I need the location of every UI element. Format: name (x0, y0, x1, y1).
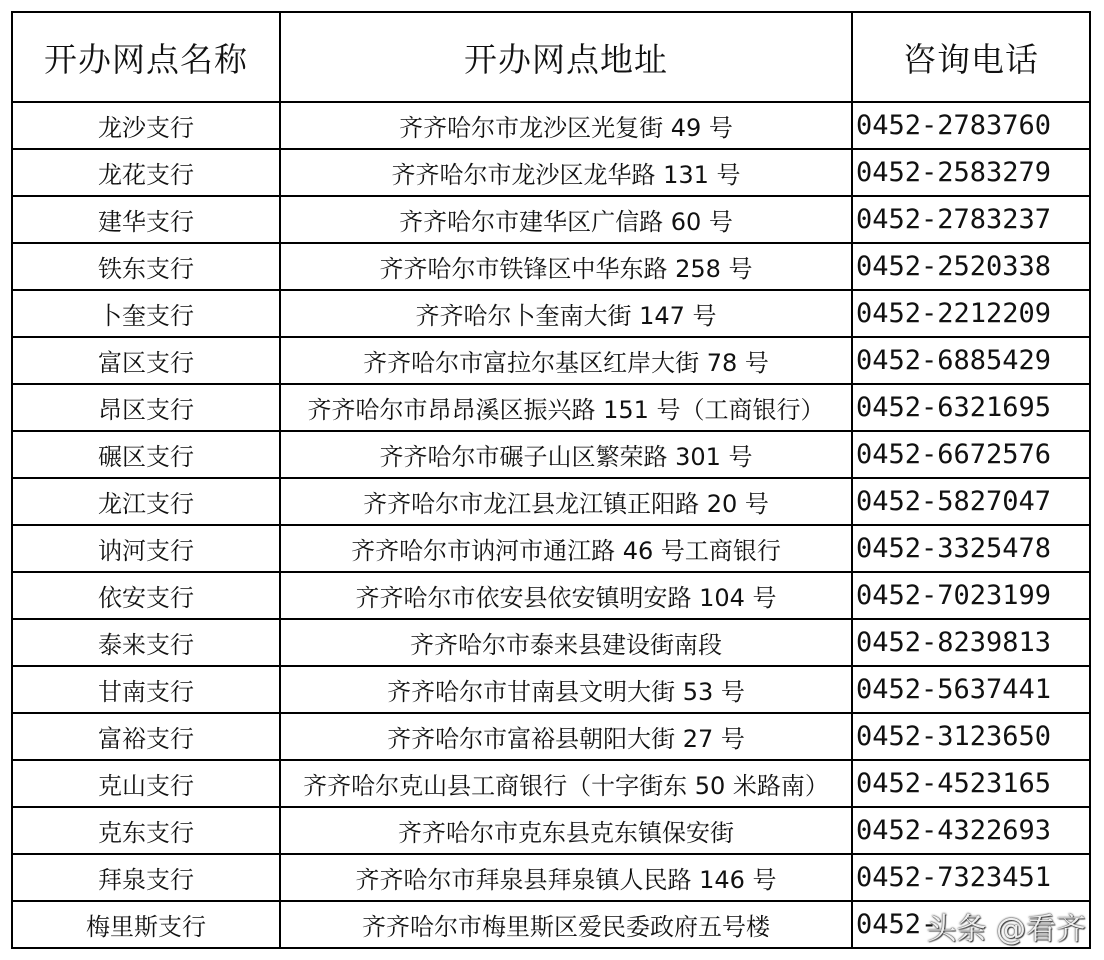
branch-name-cell: 铁东支行 (12, 243, 280, 290)
table-row (12, 666, 1090, 713)
branch-phone-cell: 0452-7023199 (852, 572, 1090, 619)
branch-name-cell: 富裕支行 (12, 713, 280, 760)
table-header-row (12, 12, 1090, 102)
branch-address-cell: 齐齐哈尔市梅里斯区爱民委政府五号楼 (280, 901, 852, 948)
watermark: 头条 @看齐 (926, 912, 1086, 947)
branch-phone-cell: 0452-2520338 (852, 243, 1090, 290)
branch-address-cell: 齐齐哈尔市昂昂溪区振兴路 151 号（工商银行） (280, 384, 852, 431)
branch-name-cell: 克山支行 (12, 760, 280, 807)
branch-name-cell: 梅里斯支行 (12, 901, 280, 948)
branch-phone-cell: 0452-4523165 (852, 760, 1090, 807)
table-row (12, 149, 1090, 196)
branch-name-cell: 甘南支行 (12, 666, 280, 713)
table-row (12, 196, 1090, 243)
branch-address-cell: 齐齐哈尔市铁锋区中华东路 258 号 (280, 243, 852, 290)
branch-phone-cell: 0452- (852, 901, 1090, 948)
table-row (12, 102, 1090, 149)
branch-address-cell: 齐齐哈尔市富拉尔基区红岸大街 78 号 (280, 337, 852, 384)
branch-address-cell: 齐齐哈尔市富裕县朝阳大街 27 号 (280, 713, 852, 760)
branch-name-cell: 碾区支行 (12, 431, 280, 478)
branch-phone-cell: 0452-2212209 (852, 290, 1090, 337)
table-row (12, 572, 1090, 619)
table-row (12, 713, 1090, 760)
branch-address-cell: 齐齐哈尔市建华区广信路 60 号 (280, 196, 852, 243)
header-branch-name: 开办网点名称 (12, 12, 280, 102)
branch-name-cell: 建华支行 (12, 196, 280, 243)
branch-phone-cell: 0452-5827047 (852, 478, 1090, 525)
branch-phone-cell: 0452-2783237 (852, 196, 1090, 243)
branch-phone-cell: 0452-3123650 (852, 713, 1090, 760)
table-row (12, 337, 1090, 384)
branch-phone-cell: 0452-4322693 (852, 807, 1090, 854)
table-row (12, 901, 1090, 948)
branch-phone-cell: 0452-6885429 (852, 337, 1090, 384)
branch-phone-cell: 0452-7323451 (852, 854, 1090, 901)
table-row (12, 619, 1090, 666)
table-row (12, 478, 1090, 525)
branch-name-cell: 卜奎支行 (12, 290, 280, 337)
branch-table (11, 11, 1091, 949)
branch-name-cell: 泰来支行 (12, 619, 280, 666)
table-row (12, 290, 1090, 337)
branch-name-cell: 依安支行 (12, 572, 280, 619)
branch-name-cell: 龙江支行 (12, 478, 280, 525)
branch-address-cell: 齐齐哈尔市拜泉县拜泉镇人民路 146 号 (280, 854, 852, 901)
header-branch-address: 开办网点地址 (280, 12, 852, 102)
branch-phone-cell: 0452-2583279 (852, 149, 1090, 196)
branch-address-cell: 齐齐哈尔市龙沙区光复街 49 号 (280, 102, 852, 149)
branch-name-cell: 拜泉支行 (12, 854, 280, 901)
branch-address-cell: 齐齐哈尔市龙江县龙江镇正阳路 20 号 (280, 478, 852, 525)
branch-name-cell: 龙花支行 (12, 149, 280, 196)
branch-address-cell: 齐齐哈尔市泰来县建设街南段 (280, 619, 852, 666)
branch-name-cell: 昂区支行 (12, 384, 280, 431)
branch-name-cell: 龙沙支行 (12, 102, 280, 149)
table-row (12, 431, 1090, 478)
branch-phone-cell: 0452-6321695 (852, 384, 1090, 431)
branch-phone-cell: 0452-3325478 (852, 525, 1090, 572)
branch-address-cell: 齐齐哈尔卜奎南大街 147 号 (280, 290, 852, 337)
branch-name-cell: 克东支行 (12, 807, 280, 854)
branch-address-cell: 齐齐哈尔市碾子山区繁荣路 301 号 (280, 431, 852, 478)
branch-address-cell: 齐齐哈尔市克东县克东镇保安街 (280, 807, 852, 854)
table-row (12, 243, 1090, 290)
branch-phone-cell: 0452-2783760 (852, 102, 1090, 149)
branch-name-cell: 富区支行 (12, 337, 280, 384)
branch-phone-cell: 0452-8239813 (852, 619, 1090, 666)
table-row (12, 760, 1090, 807)
branch-address-cell: 齐齐哈尔市依安县依安镇明安路 104 号 (280, 572, 852, 619)
table-row (12, 807, 1090, 854)
branch-table-sheet (11, 11, 1089, 949)
branch-address-cell: 齐齐哈尔市讷河市通江路 46 号工商银行 (280, 525, 852, 572)
branch-phone-cell: 0452-5637441 (852, 666, 1090, 713)
table-row (12, 854, 1090, 901)
branch-address-cell: 齐齐哈尔市甘南县文明大街 53 号 (280, 666, 852, 713)
branch-address-cell: 齐齐哈尔市龙沙区龙华路 131 号 (280, 149, 852, 196)
table-row (12, 384, 1090, 431)
table-row (12, 525, 1090, 572)
branch-phone-cell: 0452-6672576 (852, 431, 1090, 478)
branch-address-cell: 齐齐哈尔克山县工商银行（十字街东 50 米路南） (280, 760, 852, 807)
header-phone: 咨询电话 (852, 12, 1090, 102)
branch-name-cell: 讷河支行 (12, 525, 280, 572)
